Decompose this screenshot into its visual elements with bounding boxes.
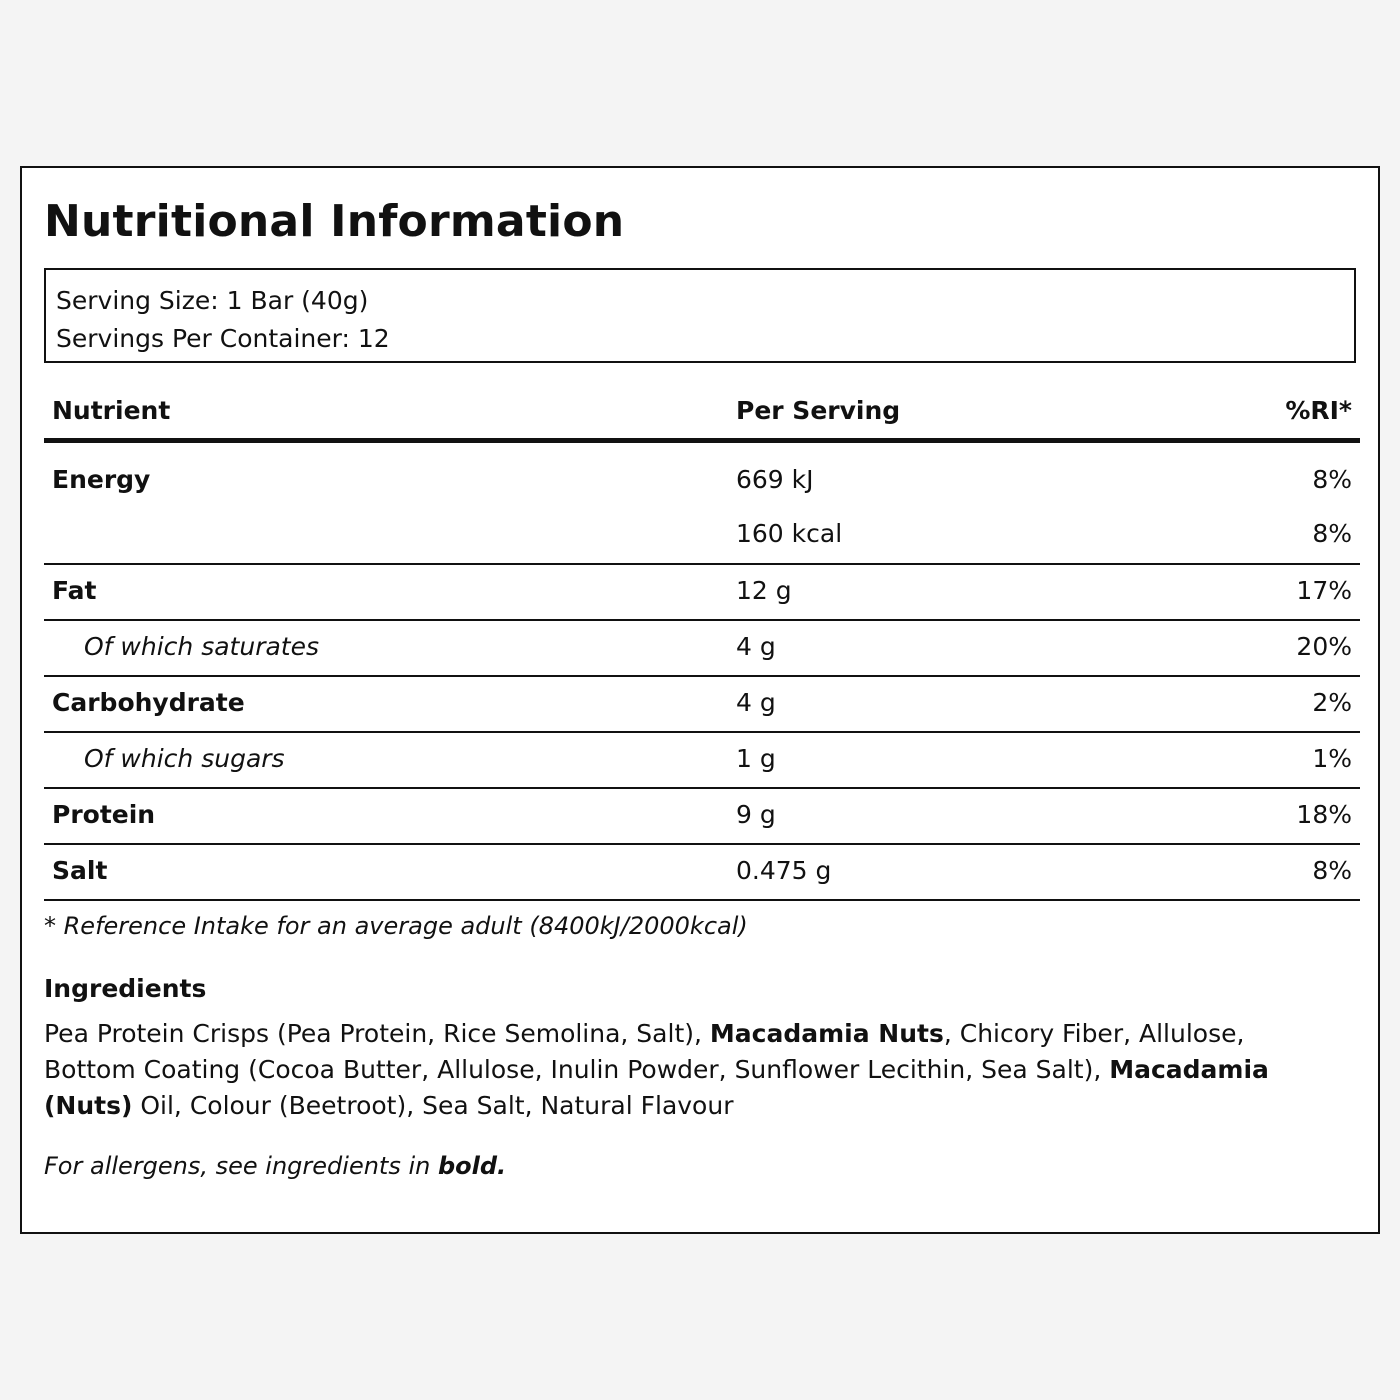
energy-kj-ri: 8% [1312, 465, 1352, 494]
table-row-salt [44, 845, 1360, 901]
nutrient-name: Energy [52, 465, 151, 494]
allergen-note [44, 1152, 506, 1180]
per-serving-value: 0.475 g [736, 856, 832, 885]
serving-size: Serving Size: 1 Bar (40g) [56, 286, 369, 315]
ri-value: 17% [1296, 576, 1352, 605]
ingredients-part-3: Oil, Colour (Beetroot), Sea Salt, Natural Flavour [132, 1091, 734, 1120]
allergen-note-bold: bold. [437, 1152, 507, 1180]
ri-value: 20% [1296, 632, 1352, 661]
table-row-energy [44, 443, 1360, 565]
ri-value: 18% [1296, 800, 1352, 829]
nutrient-name: Of which saturates [84, 632, 319, 661]
table-row-saturates [44, 621, 1360, 677]
table-row-protein [44, 789, 1360, 845]
table-header [44, 386, 1360, 443]
nutrient-name: Carbohydrate [52, 688, 245, 717]
ri-value: 8% [1312, 856, 1352, 885]
table-row-carbohydrate [44, 677, 1360, 733]
nutrition-label-card [20, 166, 1380, 1234]
ingredients-text [44, 1016, 1344, 1124]
ri-value: 2% [1312, 688, 1352, 717]
nutrient-name: Fat [52, 576, 97, 605]
servings-per-container: Servings Per Container: 12 [56, 324, 390, 353]
allergen-macadamia-oil: Macadamia (Nuts) [44, 1055, 1269, 1120]
reference-intake-footnote: * Reference Intake for an average adult (8400kJ/2000kcal) [44, 912, 748, 940]
ingredients-part-2: , Chicory Fiber, Allulose, Bottom Coating (Cocoa Butter, Allulose, Inulin Powder, Sunflower Lecithin, Sea Salt), [44, 1019, 1245, 1084]
ingredients-heading: Ingredients [44, 974, 207, 1003]
allergen-macadamia-nuts: Macadamia Nuts [709, 1019, 944, 1048]
energy-kcal-value: 160 kcal [736, 519, 843, 548]
per-serving-value: 4 g [736, 632, 776, 661]
energy-kcal-ri: 8% [1312, 519, 1352, 548]
nutrient-name: Salt [52, 856, 108, 885]
page-title: Nutritional Information [44, 196, 625, 247]
nutrition-table [44, 386, 1360, 901]
nutrient-name: Of which sugars [84, 744, 285, 773]
per-serving-value: 12 g [736, 576, 792, 605]
header-nutrient: Nutrient [52, 396, 171, 425]
allergen-note-prefix: For allergens, see ingredients in [44, 1152, 438, 1180]
ri-value: 1% [1312, 744, 1352, 773]
header-ri: %RI* [1285, 396, 1352, 425]
table-row-sugars [44, 733, 1360, 789]
serving-info-box [44, 268, 1356, 363]
per-serving-value: 9 g [736, 800, 776, 829]
per-serving-value: 1 g [736, 744, 776, 773]
energy-kj-value: 669 kJ [736, 465, 814, 494]
header-per-serving: Per Serving [736, 396, 901, 425]
table-row-fat [44, 565, 1360, 621]
ingredients-part-1: Pea Protein Crisps (Pea Protein, Rice Semolina, Salt), [44, 1019, 710, 1048]
nutrient-name: Protein [52, 800, 156, 829]
per-serving-value: 4 g [736, 688, 776, 717]
